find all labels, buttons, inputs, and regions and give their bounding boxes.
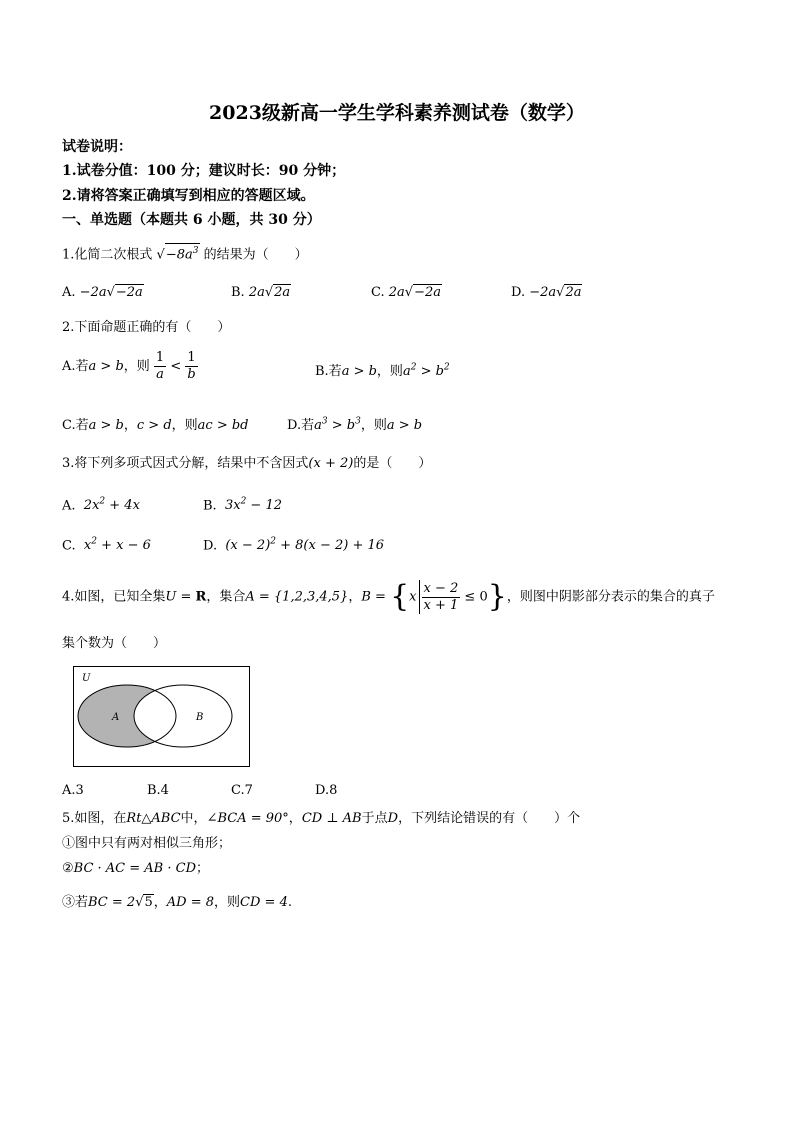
instructions-line-1: 1.试卷分值：100 分；建议时长：90 分钟； [62, 163, 346, 179]
instructions-heading: 试卷说明： [62, 139, 132, 155]
question-1-option-c: C. 2a√−2a [371, 285, 442, 300]
question-4-option-c: C.7 [231, 783, 253, 798]
question-4-stem-line-2: 集个数为（ ） [62, 636, 167, 651]
question-5-statement-3: ③若BC = 2√5，AD = 8，则CD = 4. [62, 895, 292, 910]
question-1-stem: 1.化简二次根式 $√-8a^3$ 的结果为（ ） [62, 243, 308, 262]
page-title: 2023级新高一学生学科素养测试卷（数学） [209, 102, 585, 124]
question-2-option-d: D.若$a^3 > b^3$，则a > b [287, 416, 423, 433]
question-4-option-b: B.4 [147, 783, 169, 798]
question-3-option-d: D. $(x - 2)^2 + 8(x - 2) + 16$ [203, 537, 385, 554]
question-4-option-d: D.8 [315, 783, 338, 798]
question-3-stem: 3.将下列多项式因式分解，结果中不含因式(x + 2)的是（ ） [62, 456, 432, 471]
question-4-option-a: A.3 [62, 783, 84, 798]
question-3-option-c: C. $x^2 + x - 6$ [62, 537, 151, 554]
question-3-option-b: B. $3x^2 - 12$ [203, 497, 282, 514]
question-5-statement-2: ②BC · AC = AB · CD； [62, 861, 210, 876]
question-5-stem: 5.如图，在Rt△ABC中，∠BCA = 90°，CD ⊥ AB于点D，下列结论错误的有（ ）个 [62, 811, 581, 826]
venn-label-b: B [196, 712, 204, 723]
question-2-option-c: C.若a > b，c > d，则ac > bd [62, 418, 249, 433]
section-heading: 一、单选题（本题共 6 小题，共 30 分） [62, 212, 321, 228]
question-4-stem: 4.如图，已知全集U = R，集合A = {1,2,3,4,5}，B = {x $\frac{x - 2}{x + 1}$ ≤ 0}，则图中阴影部分表示的集合的真子 [62, 579, 715, 614]
instructions-line-2: 2.请将答案正确填写到相应的答题区域。 [62, 188, 315, 204]
question-1-option-b: B. 2a√2a [231, 285, 291, 300]
question-1-option-a: A. −2a√−2a [62, 285, 143, 300]
question-2-option-b: B.若a > b，则$a^2 > b^2$ [315, 362, 450, 379]
venn-diagram [72, 665, 252, 768]
question-5-statement-1: ①图中只有两对相似三角形； [62, 836, 232, 851]
venn-label-a: A [112, 712, 120, 723]
venn-label-u: U [82, 673, 91, 684]
question-3-option-a: A. $2x^2 + 4x$ [62, 497, 140, 514]
question-1-option-d: D. −2a√2a [511, 285, 582, 300]
question-2-stem: 2.下面命题正确的有（ ） [62, 320, 231, 335]
question-2-option-a: A.若a > b，则 $\frac{1}{a}$ < $\frac{1}{b}$ [62, 350, 196, 382]
